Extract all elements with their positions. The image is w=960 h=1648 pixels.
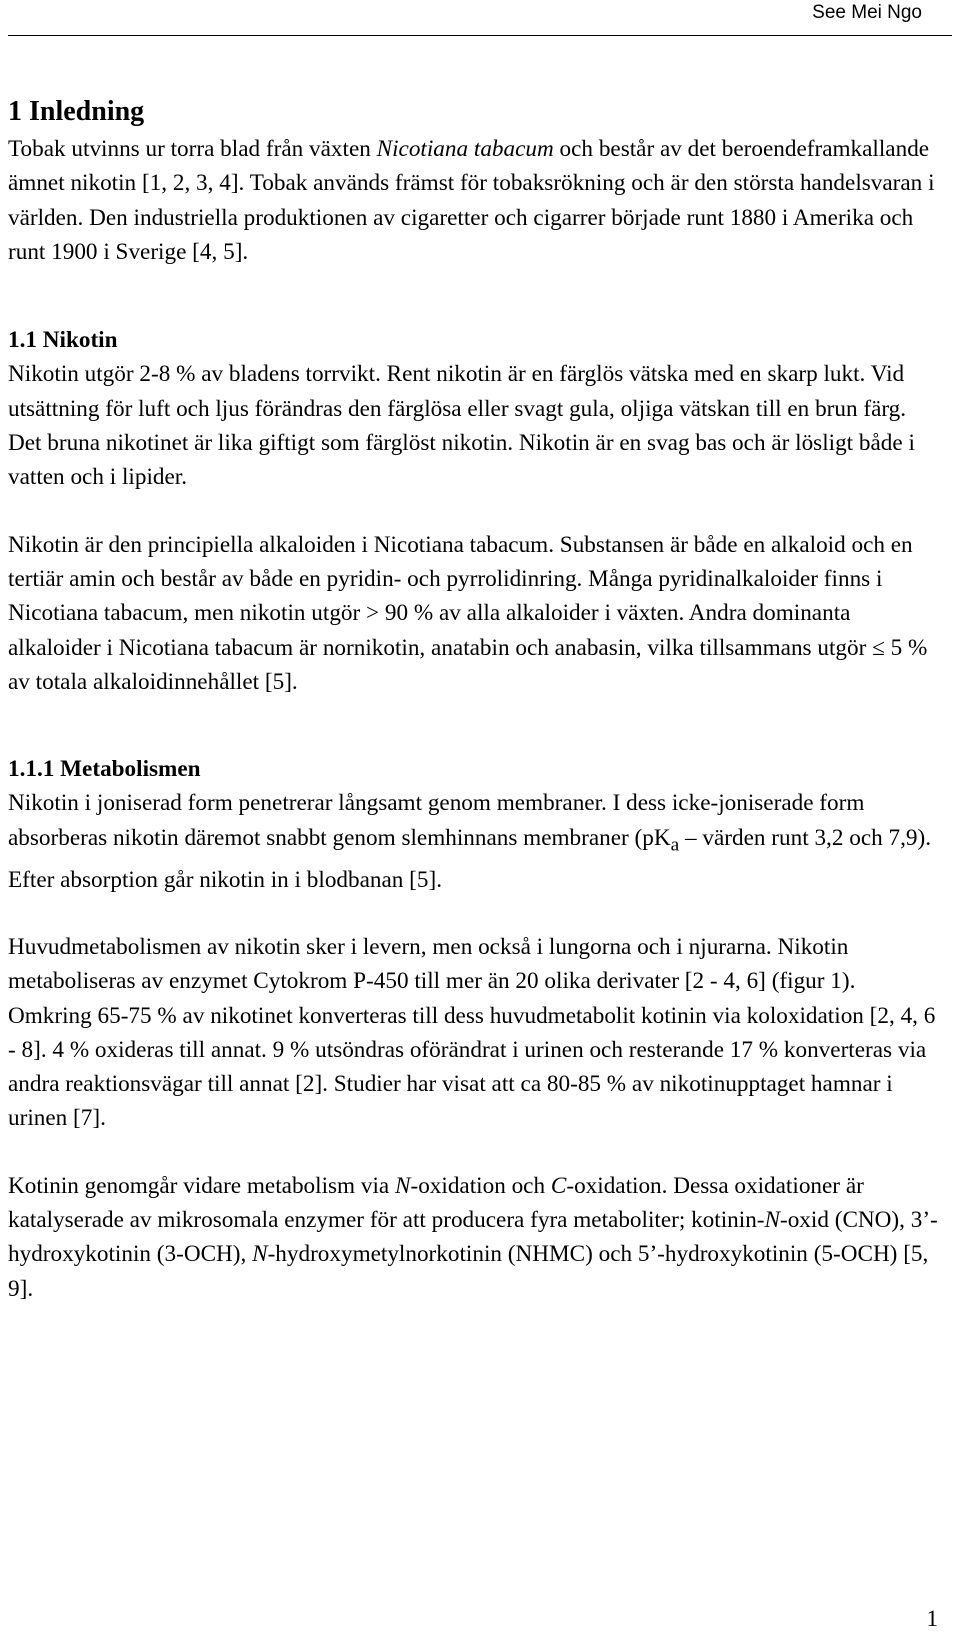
p3-italic-n1: N bbox=[395, 1172, 411, 1199]
pka-subscript: a bbox=[670, 834, 680, 856]
section-heading-metabolismen: 1.1.1 Metabolismen bbox=[8, 756, 201, 783]
p3-text-c: -oxidation. Dessa oxidationer är katalyserade av mikrosomala enzymer för att producera fyra metaboliter; kotinin- bbox=[8, 1172, 864, 1234]
metabolism-paragraph-1 bbox=[8, 786, 938, 897]
chapter-heading: 1 Inledning bbox=[8, 96, 145, 127]
nikotin-paragraph-2: Nikotin är den principiella alkaloiden i Nicotiana tabacum. Substansen är både en alkaloid och en tertiär amin och består av både en pyridin- och pyrrolidinring. Många pyridinalkaloider finns i Nicotiana tabacum, men nikotin utgör > 90 % av alla alkaloider i växten. Andra dominanta alkaloider i Nicotiana tabacum är nornikotin, anatabin och anabasin, vilka tillsammans utgör ≤ 5 % av totala alkaloidinnehållet [5]. bbox=[8, 531, 928, 695]
species-name: Nicotiana tabacum bbox=[376, 136, 554, 162]
p3-text-e: -hydroxymetylnorkotinin (NHMC) och 5’-hydroxykotinin (5-OCH) [5, 9]. bbox=[8, 1241, 929, 1302]
metabolism-paragraph-2: Huvudmetabolismen av nikotin sker i levern, men också i lungorna och i njurarna. Nikotin metaboliseras av enzymet Cytokrom P-450 till mer än 20 olika derivater [2 - 4, 6] (figur 1). Omkring 65-75 % av nikotinet konverteras till dess huvudmetabolit kotinin via koloxidation [2, 4, 6 - 8]. 4 % oxideras till annat. 9 % utsöndras oförändrat i urinen och resterande 17 % konverteras via andra reaktionsvägar till annat [2]. Studier har visat att ca 80-85 % av nikotinupptaget hamnar i urinen [7]. bbox=[8, 933, 936, 1132]
intro-text-a: Tobak utvinns ur torra blad från växten bbox=[8, 136, 377, 162]
p3-text-d: -oxid (CNO), 3’-hydroxykotinin (3-OCH), bbox=[8, 1207, 938, 1268]
intro-text-b: och består av det beroendeframkallande ämnet nikotin [1, 2, 3, 4]. Tobak används främst för tobaksrökning och är den största handelsvaran i världen. Den industriella produktionen av cigaretter och cigarrer började runt 1880 i Amerika och runt 1900 i Sverige [4, 5]. bbox=[8, 136, 935, 265]
p3-text-a: Kotinin genomgår vidare metabolism via bbox=[8, 1172, 396, 1199]
p3-italic-c: C bbox=[550, 1172, 567, 1199]
header-author: See Mei Ngo bbox=[812, 2, 922, 23]
nikotin-paragraph-1: Nikotin utgör 2-8 % av bladens torrvikt. Rent nikotin är en färglös vätska med en skarp lukt. Vid utsättning för luft och ljus förändras den färglösa eller svagt gula, oljiga vätskan till en brun färg. Det bruna nikotinet är lika giftigt som färglöst nikotin. Nikotin är en svag bas och är lösligt både i vatten och i lipider. bbox=[8, 361, 915, 491]
p3-text-b: -oxidation och bbox=[410, 1172, 551, 1199]
section-heading-nikotin: 1.1 Nikotin bbox=[8, 327, 118, 354]
page-number: 1 bbox=[926, 1606, 938, 1631]
metabolism-text-a: Nikotin i joniserad form penetrerar långsamt genom membraner. I dess icke-joniserade form absorberas nikotin däremot snabbt genom slemhinnans membraner (pK bbox=[8, 790, 865, 851]
p3-italic-n2: N bbox=[764, 1207, 780, 1234]
document-body bbox=[8, 92, 938, 1306]
metabolism-text-b: – värden runt 3,2 och 7,9). Efter absorption går nikotin in i blodbanan [5]. bbox=[8, 824, 931, 893]
metabolism-paragraph-3 bbox=[8, 1169, 938, 1306]
intro-paragraph bbox=[8, 132, 938, 269]
header-divider bbox=[8, 35, 952, 36]
p3-italic-n3: N bbox=[252, 1241, 268, 1268]
